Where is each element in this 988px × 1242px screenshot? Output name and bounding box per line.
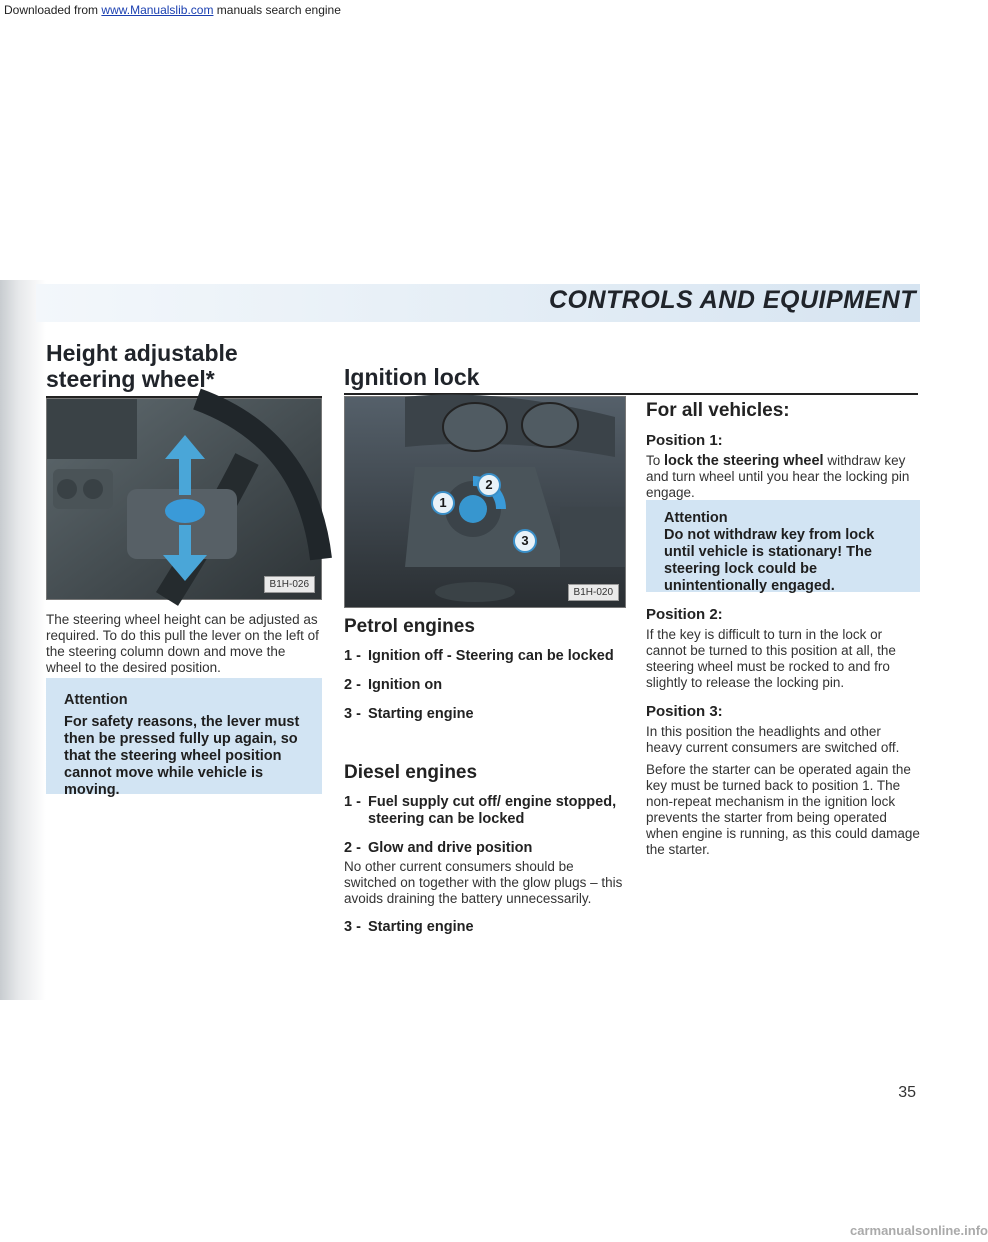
diesel-engines-heading: Diesel engines [344, 762, 478, 783]
petrol-item-1: 1 - Ignition off - Steering can be locked [344, 648, 614, 664]
position-2-heading: Position 2: [646, 606, 723, 623]
ignition-lock-heading: Ignition lock [344, 364, 480, 390]
attention-box-ignition [646, 500, 920, 592]
watermark: carmanualsonline.info [850, 1223, 988, 1238]
photo-code-label: B1H-026 [264, 576, 315, 593]
ignition-lock-section [344, 364, 624, 390]
position-3-text-2: Before the starter can be operated again the key must be turned back to position 1. The non-repeat mechanism in the ignition lock prevents the starter from being operated when engine is running, as this could damage the starter. [646, 762, 920, 857]
diesel-item-3: 3 - Starting engine [344, 919, 474, 935]
download-suffix: manuals search engine [216, 3, 341, 17]
attention-box-steering [46, 678, 322, 798]
attention-title: Attention [64, 692, 128, 708]
position-1-heading: Position 1: [646, 432, 723, 449]
diesel-item-1: 1 - Fuel supply cut off/ engine stopped, steering can be locked [344, 794, 617, 827]
petrol-item-3: 3 - Starting engine [344, 706, 474, 722]
position-2-section [646, 606, 920, 858]
photo-code-label: B1H-020 [568, 584, 619, 601]
petrol-engines-heading: Petrol engines [344, 616, 475, 637]
callout-3: 3 [513, 529, 537, 553]
callout-1: 1 [431, 491, 455, 515]
ignition-lock-illustration [345, 397, 625, 607]
ignition-lock-photo [344, 396, 626, 608]
callout-2: 2 [477, 473, 501, 497]
manualslib-link[interactable]: www.Manualslib.com [101, 3, 214, 17]
height-adjust-section [46, 340, 322, 392]
download-prefix: Downloaded from [4, 3, 99, 17]
steering-wheel-illustration [47, 399, 321, 599]
height-adjust-heading: Height adjustable steering wheel* [46, 340, 238, 392]
petrol-engines-section [344, 616, 624, 723]
attention-text: Do not withdraw key from lock until vehicle is stationary! The steering lock could be unintentionally engaged. [664, 527, 875, 594]
position-3-heading: Position 3: [646, 703, 723, 720]
diesel-item-2: 2 - Glow and drive position [344, 840, 533, 856]
section-title: CONTROLS AND EQUIPMENT [548, 286, 916, 314]
position-3-text-1: In this position the headlights and other heavy current consumers are switched off. [646, 724, 900, 755]
page-number: 35 [898, 1084, 916, 1101]
download-notice [4, 3, 341, 17]
petrol-item-2: 2 - Ignition on [344, 677, 443, 693]
position-1-text: To lock the steering wheel withdraw key and turn wheel until you hear the locking pin engage. [646, 453, 910, 500]
heading-rule [344, 393, 918, 395]
diesel-engines-section [344, 762, 624, 936]
all-vehicles-section [646, 400, 920, 501]
height-adjust-body: The steering wheel height can be adjusted as required. To do this pull the lever on the left of the steering column down and move the wheel to the desired position. [46, 612, 319, 675]
attention-title: Attention [664, 510, 728, 526]
page-binding-shadow [0, 280, 46, 1000]
all-vehicles-heading: For all vehicles: [646, 400, 790, 421]
attention-text: For safety reasons, the lever must then be pressed fully up again, so that the steering wheel position cannot move while vehicle is moving. [64, 714, 300, 798]
steering-wheel-photo [46, 398, 322, 600]
position-2-text: If the key is difficult to turn in the lock or cannot be turned to this position at all, the steering wheel must be rocked to and fro slightly to release the locking pin. [646, 627, 896, 690]
diesel-note: No other current consumers should be switched on together with the glow plugs – this avoids draining the battery unnecessarily. [344, 859, 623, 906]
